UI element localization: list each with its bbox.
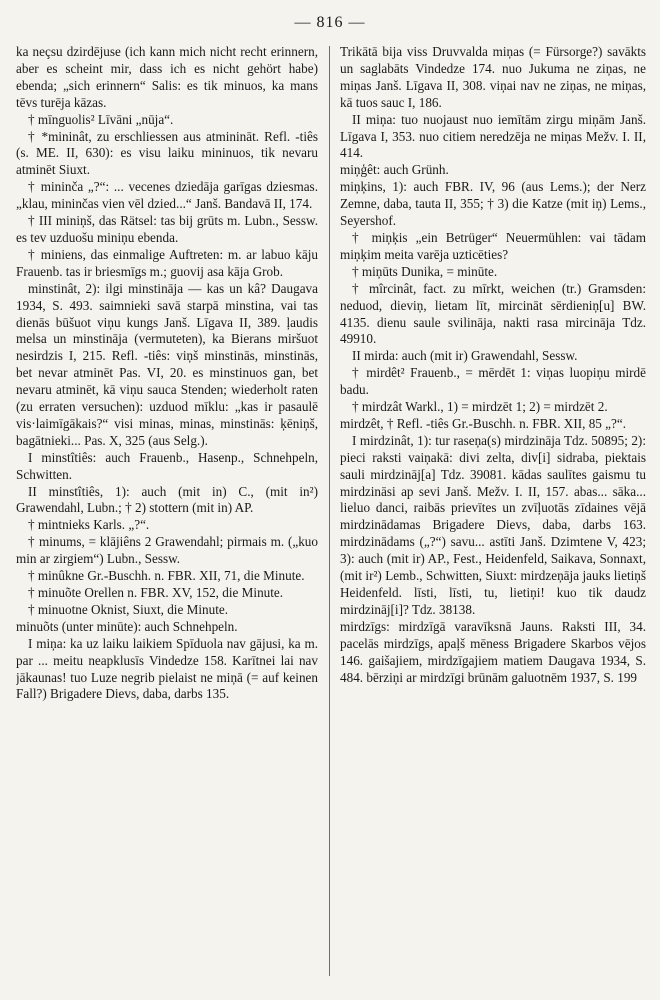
entry: I miņa: ka uz laiku laikiem Spīduola nav gājusi, ka m. par ... meitu neapklusīs Vindedze 158. Karītnei lai nav jākaunas! tuo Luze negrib pielaist ne miņā (= auf keinen Fall?) Brigadere Dievs, daba, darbs 135. bbox=[16, 635, 318, 702]
entry: miņģêt: auch Grünh. bbox=[340, 162, 449, 178]
entry: † miņūts Dunika, = minūte. bbox=[352, 263, 498, 279]
entry: † minums, = klājiêns 2 Grawendahl; pirmais m. („kuo min ar zirgiem“) Lubn., Sessw. bbox=[16, 534, 318, 567]
entry: † III miniņš, das Rätsel: tas bij grūts m. Lubn., Sessw. es tev uzduošu miniņu ebenda. bbox=[16, 213, 318, 245]
entry: † mîrcinât, fact. zu mīrkt, weichen (tr.) Gramsden: neduod, dieviņ, lietam līt, mircināt sērdieniņ[u] BW. 4135. dienu saule svilināja, nakti rasa mircināja Tdz. 49910. bbox=[340, 280, 646, 347]
entry: † minuõte Orellen n. FBR. XV, 152, die Minute. bbox=[28, 585, 284, 600]
column-divider bbox=[329, 46, 330, 976]
entry: mirdzīgs: mirdzīgā varavīksnā Jauns. Raksti III, 34. pacelās mirdzīgs, apaļš mēness Brigadere Skarbos vējos 146. gaišajiem, mirdzīgajiem matiem Daugava 1934, S. 484. bērziņi ar mirdzīgi brūnām galuotnēm 1937, S. 199 bbox=[340, 618, 646, 685]
entry: ka neçsu dzirdējuse (ich kann mich nicht recht erinnern, aber es scheint mir, dass ich es nicht gehört habe) ebenda; „sich erinnern“ Salis: es tik minuos, ka mans tēvs turēja kāzas. bbox=[16, 44, 318, 110]
entry: † minûkne Gr.-Buschh. n. FBR. XII, 71, die Minute. bbox=[28, 568, 305, 584]
right-column bbox=[340, 44, 646, 984]
entry: † mininča „?“: ... vecenes dziedāja garīgas dziesmas. „klau, mininčas vien vēl dzied...“ Janš. Bandavā II, 174. bbox=[16, 179, 318, 212]
entry: miņķins, 1): auch FBR. IV, 96 (aus Lems.); der Nerz Zemne, daba, tauta II, 355; † 3) die Katze (mit iņ) Lems., Seyershof. bbox=[340, 179, 646, 229]
entry: † mīnguolis² Līvāni „nūja“. bbox=[28, 111, 174, 127]
entry: I mirdzinât, 1): tur raseņa(s) mirdzināja Tdz. 50895; 2): pieci raksti vaiņakā: divi zelta, div[i] sidraba, piektais sauli mirdzināj[a] Tdz. 39081. kādas saulītes gaismu tu mirdzināsi ap sevi Janš. Mežv. I. II, 157. abas... sāka... lieluo danci, raibās prievītes un zvīļuotās zīdaines vējā mirdzinādamas Brigadere Dievs, daba, darbs 163. mirdzinādams („?“) savu... astīti Janš. Dzimtene V, 423; 3): auch (mit ir) AP., Fest., Heidenfeld, Saikava, Sonnaxt, (mit ir²) Lemb., Schwitten, Siuxt: mirdzeņāja jauks lietiņš Heidenfeld. līsti, līsti, tu, lietiņi! kuo tik daudz mirdzināj[i]? Tdz. 38138. bbox=[340, 432, 646, 617]
entry: II mirda: auch (mit ir) Grawendahl, Sessw. bbox=[352, 348, 578, 364]
page-number: — 816 — bbox=[294, 14, 366, 31]
entry: † mirdêt² Frauenb., = mērdēt 1: viņas luopiņu mirdē badu. bbox=[340, 365, 646, 398]
entry: I minstîtiês: auch Frauenb., Hasenp., Schnehpeln, Schwitten. bbox=[16, 449, 318, 482]
entry: II minstîtiês, 1): auch (mit in) C., (mit in²) Grawendahl, Lubn.; † 2) stottern (mit in) AP. bbox=[16, 483, 318, 516]
entry: † miniens, das einmalige Auftreten: m. ar labuo kāju Frauenb. tas ir briesmīgs m.; guovij asa kāja Grob. bbox=[16, 246, 318, 279]
entry: † *mininât, zu erschliessen aus atminināt. Refl. -tiês (s. ME. II, 630): es visu laiku mininuos, tik nevaru atminēt Siuxt. bbox=[16, 128, 318, 178]
entry: mirdzêt, † Refl. -tiês Gr.-Buschh. n. FBR. XII, 85 „?“. bbox=[340, 415, 627, 431]
entry: † mirdzât Warkl., 1) = mirdzēt 1; 2) = mirdzēt 2. bbox=[352, 399, 608, 415]
entry: Trikātā bija viss Druvvalda miņas (= Fürsorge?) savākts un saglabāts Vindedze 174. nuo Jukuma ne ziņas, ne miņas Janš. Līgava II, 308. viņai nav ne ziņas, ne miņas, kā tuos sauc I, 186. bbox=[340, 44, 646, 110]
entry: minstinât, 2): ilgi minstināja — kas un kâ? Daugava 1934, S. 493. saimnieki savā starpā minstina, vai tas dienās būšuot viņu kungs Janš. Līgava II, 389. ļaudis melsa un minstināja (vermuteten), ka Bierans miršuot nesirdzis I, 215. Refl. -tiês: viņš minstinās, minstinās, bet nevar atminēt Pas. VI, 20. es minstinuos gan, bet nevaru atminēt, kā viņu sauca Stenden; wiederholt raten (zu erraten versuchen): uzduod mīklu: „kas ir pasaulē vis·laimīgākais?“ visi minas, minas, minstinās: ķēniņš, bagātnieki... Pas. X, 325 (aus Selg.). bbox=[16, 280, 318, 448]
entry: † minuotne Oknist, Siuxt, die Minute. bbox=[28, 601, 229, 617]
left-column bbox=[16, 44, 318, 984]
entry: II miņa: tuo nuojaust nuo iemītām zirgu miņām Janš. Līgava I, 353. nuo citiem neredzēja ne miņas Mežv. I. II, 414. bbox=[340, 111, 646, 161]
entry: minuõts (unter minūte): auch Schnehpeln. bbox=[16, 618, 238, 634]
entry: † mintnieks Karls. „?“. bbox=[28, 517, 150, 533]
entry: † miņķis „ein Betrüger“ Neuermühlen: vai tādam miņķim meita varēja uzticēties? bbox=[340, 229, 646, 262]
